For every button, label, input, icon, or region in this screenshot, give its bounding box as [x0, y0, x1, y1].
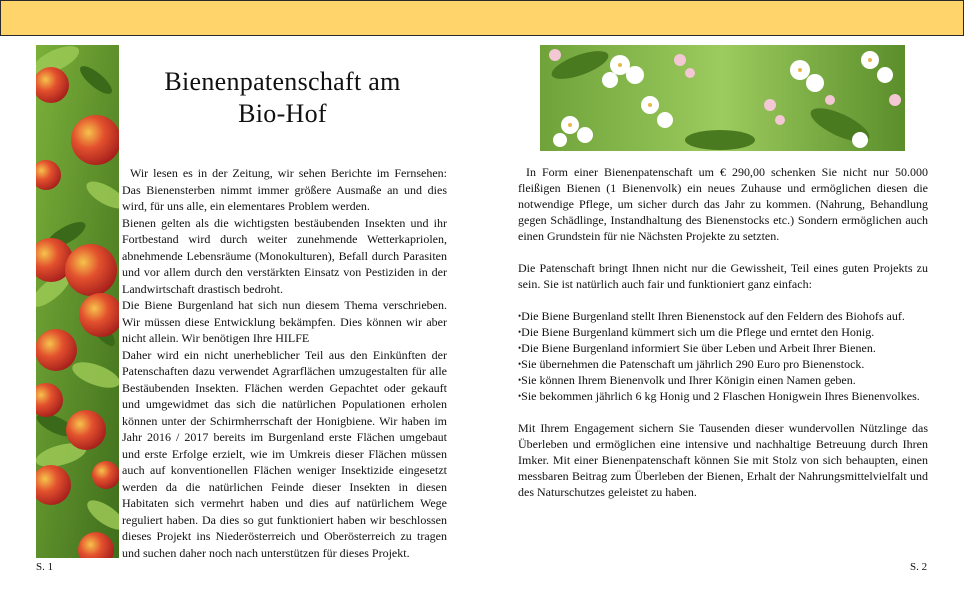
list-item	[518, 308, 928, 324]
apple-tree-illustration	[36, 45, 119, 558]
apple-blossom-illustration	[540, 45, 905, 151]
paragraph: In Form einer Bienenpatenschaft um € 290,00 schenken Sie nicht nur 50.000 fleißigen Bienen (1 Bienenvolk) ein neues Zuhause und ermöglichen diesen die notwendige Pflege, um sicher durch das Jahr zu kommen. (Nahrung, Behandlung gegen Schädlinge, Instandhaltung des Bienenstocks etc.) Sondern ermöglichen auch einen Grundstein für nie Nächsten Projekte zu setzten.	[518, 165, 928, 243]
list-item	[518, 388, 928, 404]
benefit-list	[518, 308, 928, 404]
page-number-left: S. 1	[36, 561, 54, 573]
bullet-icon: •	[518, 391, 522, 401]
bullet-icon: •	[518, 359, 522, 369]
apple-tree-image	[36, 45, 119, 558]
header-bar	[0, 0, 964, 36]
bullet-icon: •	[518, 343, 522, 353]
title-line-2: Bio-Hof	[238, 99, 327, 128]
list-item-text: Die Biene Burgenland kümmert sich um die Pflege und erntet den Honig.	[521, 325, 875, 339]
title-line-1: Bienenpatenschaft am	[164, 67, 401, 96]
paragraph: Mit Ihrem Engagement sichern Sie Tausenden dieser wundervollen Nützlinge das Überleben und ermöglichen eine intensive und nachhaltige Betreuung durch Ihren Imker. Mit einer Bienenpatenschaft können Sie mit Stolz von sich behaupten, einen messbaren Beitrag zum Überleben der Bienen, Erhalt der Nahrungsmittelvielfalt und des Naturschutzes geleistet zu haben.	[518, 421, 928, 499]
list-item	[518, 324, 928, 340]
apple-blossom-image	[540, 45, 905, 151]
paragraph: Daher wird ein nicht unerheblicher Teil aus den Einkünften der Patenschaften dazu verwendet Agrarflächen umzugestalten für alle Bestäubenden Insekten. Flächen werden Gepachtet oder gekauft und umgewidmet das sich die natürlichen Populationen erholen können unter der Schirmherrschaft der Honigbiene. Wir haben im Jahr 2016 / 2017 bereits im Burgenland erste Flächen umgebaut und erste Erfolge erzielt, wie im Umkreis dieser Flächen müssen auch auf konventionellen Flächen weniger Insektizide eingesetzt werden da die natürlichen Feinde dieser Insekten in diesen Habitaten sich vermehrt haben und dies auf natürlichem Wege reguliert haben. Da dies so gut funktioniert haben wir beschlossen dieses Projekt ins Niederösterreich und Oberösterreich zu tragen und suchen daher noch nach unterstützen für dieses Projekt.	[122, 347, 447, 560]
bullet-icon: •	[518, 327, 522, 337]
page-title	[130, 66, 435, 130]
bullet-icon: •	[518, 375, 522, 385]
list-item-text: Sie können Ihrem Bienenvolk und Ihrer Königin einen Namen geben.	[521, 373, 856, 387]
list-item	[518, 340, 928, 356]
bullet-icon: •	[518, 311, 522, 321]
paragraph: Die Biene Burgenland hat sich nun diesem Thema verschrieben. Wir müssen diese Entwicklung bekämpfen. Dies können wir aber nicht allein. Wir benötigen Ihre HILFE	[122, 298, 447, 345]
list-item-text: Die Biene Burgenland stellt Ihren Bienenstock auf den Feldern des Biohofs auf.	[521, 309, 905, 323]
paragraph: Bienen gelten als die wichtigsten bestäubenden Insekten und ihr Fortbestand wird durch weiter zunehmende Wetterkapriolen, abnehmende Lebensräume (Monokulturen), Befall durch Parasiten und vor allem durch den verstärkten Einsatz von Pestiziden in der Landwirtschaft drastisch bedroht.	[122, 215, 447, 296]
list-item-text: Die Biene Burgenland informiert Sie über Leben und Arbeit Ihrer Bienen.	[521, 341, 876, 355]
list-item-text: Sie übernehmen die Patenschaft um jährlich 290 Euro pro Bienenstock.	[521, 357, 865, 371]
paragraph: Wir lesen es in der Zeitung, wir sehen Berichte im Fernsehen: Das Bienensterben nimmt immer größere Ausmaße an und dies wird, für uns alle, ein elementares Problem werden.	[122, 166, 447, 213]
list-item	[518, 356, 928, 372]
left-body-text	[122, 165, 447, 561]
list-item	[518, 372, 928, 388]
page-number-right: S. 2	[910, 561, 928, 573]
right-body-text	[518, 164, 928, 516]
list-item-text: Sie bekommen jährlich 6 kg Honig und 2 Flaschen Honigwein Ihres Bienenvolkes.	[521, 389, 920, 403]
paragraph: Die Patenschaft bringt Ihnen nicht nur die Gewissheit, Teil eines guten Projekts zu sein. Sie ist natürlich auch fair und funktioniert ganz einfach:	[518, 261, 928, 291]
